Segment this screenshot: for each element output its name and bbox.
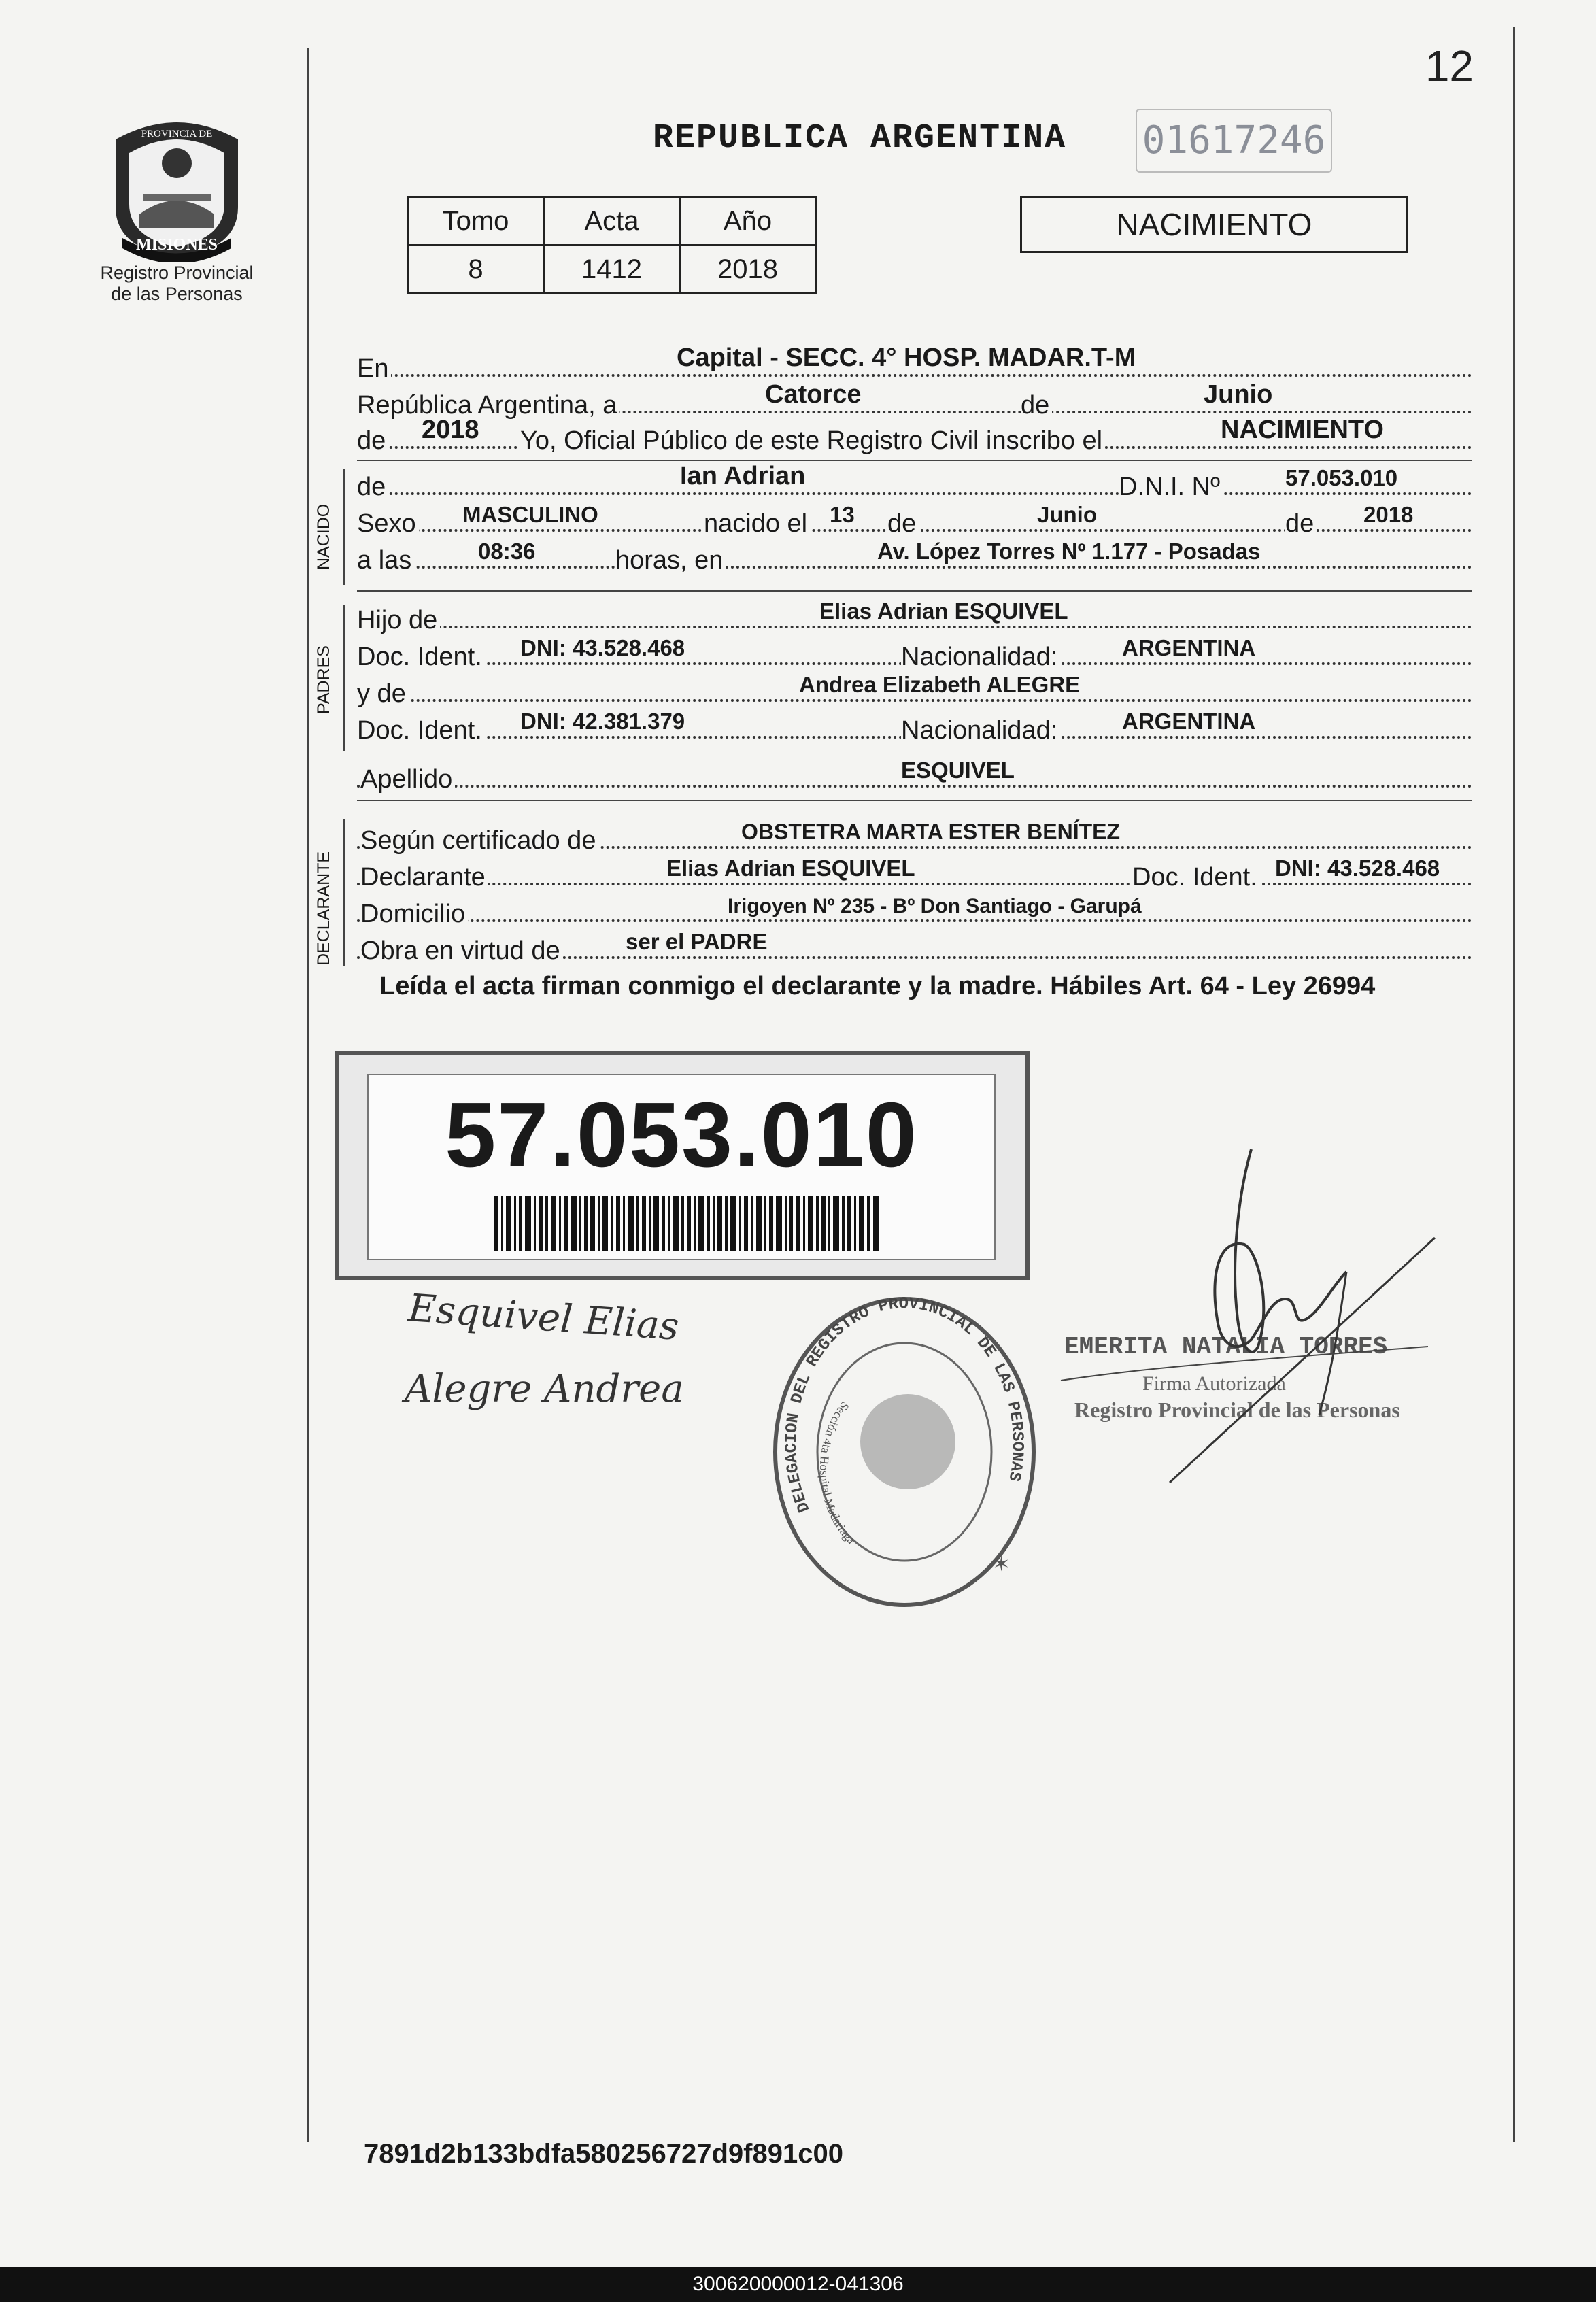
row-domicilio xyxy=(357,894,1472,929)
nacido-bracket xyxy=(343,469,345,585)
signature xyxy=(1047,1142,1442,1496)
birth-place: Av. López Torres Nº 1.177 - Posadas xyxy=(877,539,1261,564)
birth-time: 08:36 xyxy=(478,539,536,564)
right-margin-line xyxy=(1513,27,1515,2142)
ano-value: 2018 xyxy=(680,246,816,294)
de-label: de xyxy=(357,473,388,502)
mother-doc: DNI: 42.381.379 xyxy=(520,709,685,734)
official-seal xyxy=(768,1292,1040,1612)
place-value: Capital - SECC. 4° HOSP. MADAR.T-M xyxy=(677,343,1136,372)
svg-text:PROVINCIA DE: PROVINCIA DE xyxy=(141,129,213,139)
birth-year: 2018 xyxy=(1363,502,1414,527)
handwritten-name-2: Alegre Andrea xyxy=(405,1367,684,1411)
domicilio-label: Domicilio xyxy=(360,900,468,929)
row-mother-doc xyxy=(357,710,1472,745)
ano-header: Año xyxy=(680,197,816,246)
row-obra xyxy=(357,930,1472,966)
declarante-name: Elias Adrian ESQUIVEL xyxy=(666,856,915,881)
padres-bracket xyxy=(343,605,345,751)
page-number: 12 xyxy=(1425,41,1474,90)
padres-section-label: PADRES xyxy=(314,645,333,714)
authority-registry: Registro Provincial de las Personas xyxy=(1074,1398,1400,1422)
nacido-section-label: NACIDO xyxy=(314,503,333,570)
de-label-3: de xyxy=(1285,509,1317,539)
oficial-text: Yo, Oficial Público de este Registro Civil inscribo el xyxy=(520,426,1105,456)
row-mother xyxy=(357,673,1472,709)
child-name: Ian Adrian xyxy=(680,462,806,490)
row-declarante xyxy=(357,857,1472,892)
svg-text:Sección 4ta Hospital Madariaga: Sección 4ta Hospital Madariaga xyxy=(817,1399,858,1547)
authority-role: Firma Autorizada xyxy=(1142,1372,1286,1395)
de-label: de xyxy=(1021,391,1052,420)
dni-sticker xyxy=(335,1051,1030,1280)
row-apellido xyxy=(357,759,1472,794)
registry-caption: Registro Provincial de las Personas xyxy=(100,263,254,304)
row-certificado xyxy=(357,820,1472,856)
declarante-bracket xyxy=(343,819,345,966)
record-type-box: NACIMIENTO xyxy=(1020,196,1408,253)
footer-code: 300620000012-041306 xyxy=(0,2267,1596,2302)
child-dni: 57.053.010 xyxy=(1285,465,1398,490)
cert-value: OBSTETRA MARTA ESTER BENÍTEZ xyxy=(741,819,1121,844)
mother-nationality: ARGENTINA xyxy=(1122,709,1256,734)
obra-label: Obra en virtud de xyxy=(360,936,563,966)
svg-text:✶: ✶ xyxy=(993,1553,1011,1576)
row-alas xyxy=(357,540,1472,575)
row-oficial xyxy=(357,416,1472,456)
dni-sticker-inner xyxy=(367,1074,996,1260)
hijo-label: Hijo de xyxy=(357,606,440,635)
father-doc: DNI: 43.528.468 xyxy=(520,635,685,660)
authority-name: EMERITA NATALIA TORRES xyxy=(1064,1333,1388,1361)
barcode xyxy=(494,1196,879,1251)
doc-label: Doc. Ident. xyxy=(1132,863,1260,892)
nacionalidad-label: Nacionalidad: xyxy=(901,643,1060,672)
nacionalidad-label: Nacionalidad: xyxy=(901,716,1060,745)
domicilio-value: Irigoyen Nº 235 - Bº Don Santiago - Garupá xyxy=(728,895,1142,917)
apellido-label: Apellido xyxy=(360,765,455,794)
legal-text: Leída el acta firman conmigo el declarante y la madre. Hábiles Art. 64 - Ley 26994 xyxy=(379,972,1376,1000)
father-name: Elias Adrian ESQUIVEL xyxy=(819,598,1068,624)
document-hash: 7891d2b133bdfa580256727d9f891c00 xyxy=(364,2139,843,2169)
declarante-label: Declarante xyxy=(360,863,488,892)
left-margin-line xyxy=(307,48,309,2142)
row-nacido-name xyxy=(357,462,1472,502)
year-value: 2018 xyxy=(422,416,479,444)
obra-value: ser el PADRE xyxy=(626,929,768,954)
sexo-value: MASCULINO xyxy=(462,502,598,527)
month-value: Junio xyxy=(1204,380,1273,409)
doc-label: Doc. Ident. xyxy=(357,643,485,672)
apellido-value: ESQUIVEL xyxy=(901,758,1015,783)
divider xyxy=(357,800,1472,801)
divider xyxy=(357,460,1472,461)
declarante-doc: DNI: 43.528.468 xyxy=(1275,856,1440,881)
day-value: Catorce xyxy=(765,380,862,409)
serial-number-stamp: 01617246 xyxy=(1136,109,1332,173)
cert-label: Según certificado de xyxy=(360,826,598,856)
birth-day: 13 xyxy=(830,502,855,527)
en-label: En xyxy=(357,354,391,384)
nacido-label: nacido el xyxy=(704,509,810,539)
row-en xyxy=(357,343,1472,384)
birth-month: Junio xyxy=(1037,502,1097,527)
svg-text:DELEGACION DEL REGISTRO PROVIN: DELEGACION DEL REGISTRO PROVINCIAL DE LAS PERSONAS xyxy=(782,1295,1027,1515)
acta-value: 1412 xyxy=(544,246,680,294)
row-father-doc xyxy=(357,637,1472,672)
row-hijo xyxy=(357,600,1472,635)
record-table xyxy=(407,196,817,294)
de-label-2: de xyxy=(887,509,919,539)
yde-label: y de xyxy=(357,679,409,709)
svg-text:MISIONES: MISIONES xyxy=(135,236,218,254)
mother-name: Andrea Elizabeth ALEGRE xyxy=(799,672,1081,697)
acta-header: Acta xyxy=(544,197,680,246)
divider xyxy=(357,590,1472,592)
page-title: REPUBLICA ARGENTINA xyxy=(653,119,1067,158)
dni-label: D.N.I. Nº xyxy=(1119,473,1223,502)
sexo-label: Sexo xyxy=(357,509,419,539)
inscribe-value: NACIMIENTO xyxy=(1221,416,1384,444)
dni-sticker-number: 57.053.010 xyxy=(445,1083,918,1186)
tomo-header: Tomo xyxy=(408,197,544,246)
handwritten-name-1: Esquivel Elias xyxy=(407,1286,681,1349)
republica-label: República Argentina, a xyxy=(357,391,619,420)
declarante-section-label: DECLARANTE xyxy=(314,851,333,966)
horas-label: horas, en xyxy=(615,546,726,575)
doc-label: Doc. Ident. xyxy=(357,716,485,745)
row-sexo xyxy=(357,503,1472,539)
father-nationality: ARGENTINA xyxy=(1122,635,1256,660)
alas-label: a las xyxy=(357,546,414,575)
tomo-value: 8 xyxy=(408,246,544,294)
misiones-crest-logo xyxy=(102,112,252,262)
year-de-label: de xyxy=(357,426,388,456)
